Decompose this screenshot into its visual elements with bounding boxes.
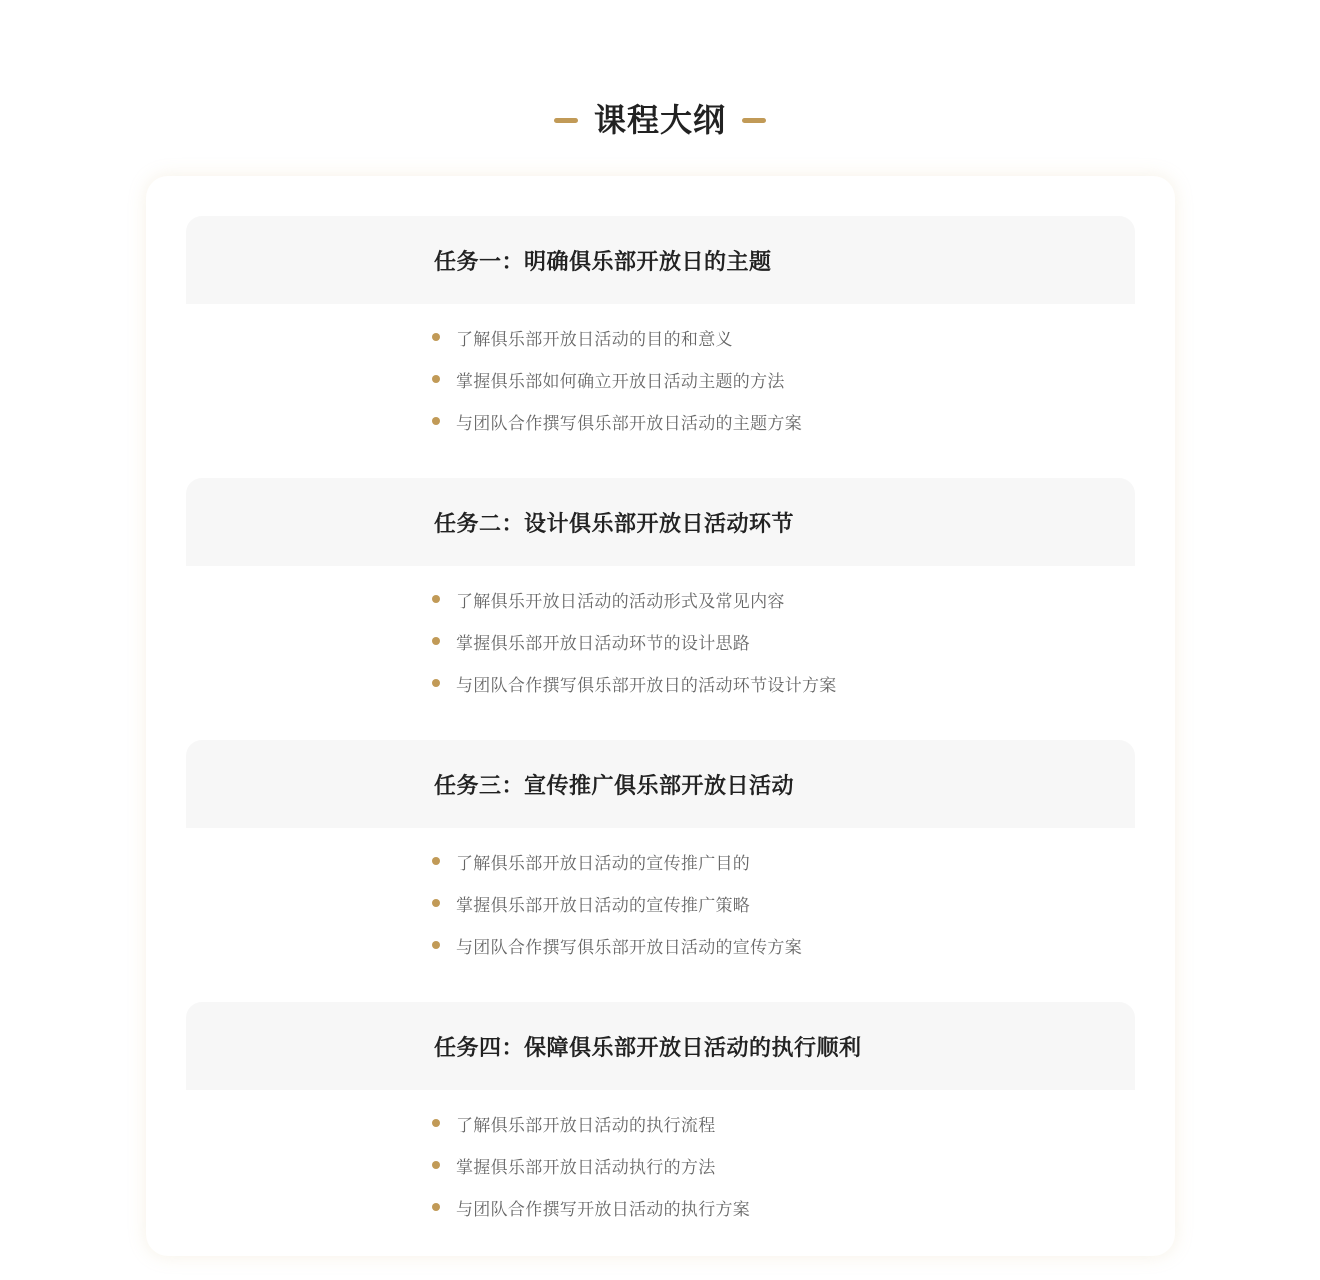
list-item-text: 掌握俱乐部开放日活动执行的方法 — [456, 1157, 716, 1178]
title-dash-left — [554, 118, 578, 123]
list-item-text: 与团队合作撰写俱乐部开放日活动的主题方案 — [456, 413, 802, 434]
task-title: 任务一：明确俱乐部开放日的主题 — [434, 249, 772, 275]
list-item — [432, 1102, 1135, 1144]
list-item-text: 掌握俱乐部开放日活动的宣传推广策略 — [456, 895, 751, 916]
task-block-4 — [186, 1002, 1135, 1264]
task-block-1 — [186, 216, 1135, 478]
list-item-text: 了解俱乐部开放日活动的执行流程 — [456, 1115, 716, 1136]
bullet-dot-icon — [432, 1203, 440, 1211]
task-header — [186, 478, 1135, 566]
list-item-text: 了解俱乐部开放日活动的目的和意义 — [456, 329, 733, 350]
list-item — [432, 662, 1135, 704]
bullet-dot-icon — [432, 333, 440, 341]
page-title: 课程大纲 — [593, 101, 726, 139]
task-title: 任务二：设计俱乐部开放日活动环节 — [434, 511, 795, 537]
section-heading — [0, 96, 1320, 144]
task-header — [186, 740, 1135, 828]
task-item-list — [186, 828, 1135, 966]
task-title: 任务三：宣传推广俱乐部开放日活动 — [434, 773, 795, 799]
list-item-text: 掌握俱乐部如何确立开放日活动主题的方法 — [456, 371, 785, 392]
list-item — [432, 1144, 1135, 1186]
bullet-dot-icon — [432, 941, 440, 949]
task-title: 任务四：保障俱乐部开放日活动的执行顺利 — [434, 1035, 862, 1061]
task-item-list — [186, 1090, 1135, 1228]
bullet-dot-icon — [432, 637, 440, 645]
bullet-dot-icon — [432, 1119, 440, 1127]
list-item — [432, 1186, 1135, 1228]
list-item — [432, 358, 1135, 400]
title-dash-right — [742, 118, 766, 123]
bullet-dot-icon — [432, 1161, 440, 1169]
bullet-dot-icon — [432, 899, 440, 907]
list-item-text: 与团队合作撰写俱乐部开放日活动的宣传方案 — [456, 937, 802, 958]
outline-card — [146, 176, 1175, 1256]
bullet-dot-icon — [432, 857, 440, 865]
task-header — [186, 216, 1135, 304]
list-item — [432, 840, 1135, 882]
list-item — [432, 316, 1135, 358]
list-item-text: 与团队合作撰写开放日活动的执行方案 — [456, 1199, 751, 1220]
list-item-text: 与团队合作撰写俱乐部开放日的活动环节设计方案 — [456, 675, 837, 696]
bullet-dot-icon — [432, 375, 440, 383]
list-item — [432, 578, 1135, 620]
list-item-text: 了解俱乐部开放日活动的宣传推广目的 — [456, 853, 751, 874]
bullet-dot-icon — [432, 417, 440, 425]
list-item-text: 了解俱乐开放日活动的活动形式及常见内容 — [456, 591, 785, 612]
bullet-dot-icon — [432, 679, 440, 687]
list-item — [432, 620, 1135, 662]
task-item-list — [186, 566, 1135, 704]
task-item-list — [186, 304, 1135, 442]
task-block-2 — [186, 478, 1135, 740]
bullet-dot-icon — [432, 595, 440, 603]
list-item — [432, 924, 1135, 966]
list-item — [432, 400, 1135, 442]
task-header — [186, 1002, 1135, 1090]
list-item — [432, 882, 1135, 924]
task-block-3 — [186, 740, 1135, 1002]
list-item-text: 掌握俱乐部开放日活动环节的设计思路 — [456, 633, 751, 654]
